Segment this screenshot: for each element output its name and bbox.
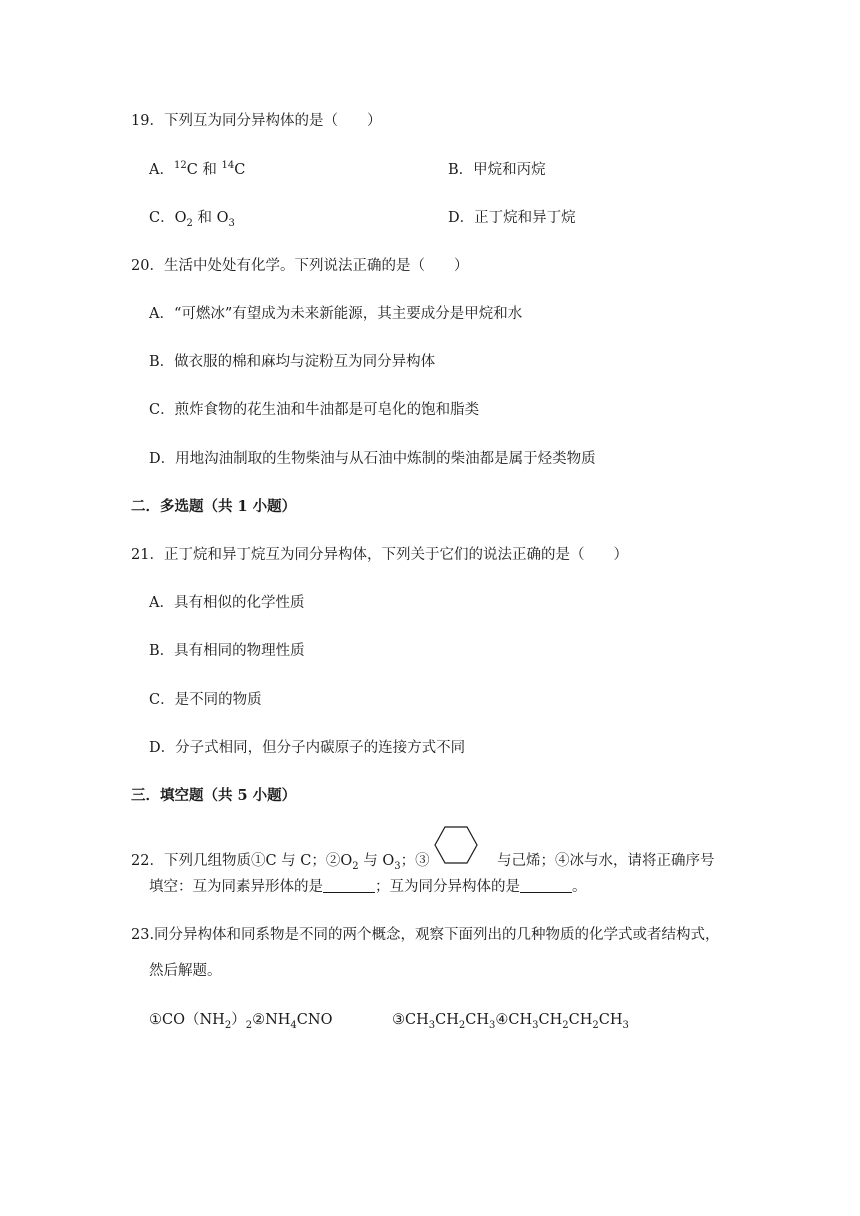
q21-option-d: D．分子式相同，但分子内碳原子的连接方式不同 — [149, 740, 466, 756]
q20-option-c: C．煎炸食物的花生油和牛油都是可皂化的饱和脂类 — [149, 402, 480, 418]
q19-option-c: C．$O_2$ 和 $O_3$ — [149, 210, 235, 229]
q22-line2: 填空：互为同素异形体的是 ；互为同分异构体的是 。 — [149, 879, 587, 895]
q20-option-a: A．“可燃冰”有望成为未来新能源，其主要成分是甲烷和水 — [149, 306, 523, 322]
q21-option-c: C．是不同的物质 — [149, 692, 262, 708]
q19-option-b: B．甲烷和丙烷 — [448, 162, 546, 178]
section-multiple-choice-heading: 二．多选题（共 1 小题） — [131, 498, 297, 515]
blank-allotropes[interactable] — [323, 878, 375, 893]
q22-line1-tail: 与己烯；④冰与水，请将正确序号 — [497, 853, 715, 869]
q23-line2: 然后解题。 — [149, 963, 222, 979]
q21-option-a: A．具有相似的化学性质 — [149, 595, 305, 611]
q19-stem: 19．下列互为同分异构体的是（ ） — [131, 113, 382, 129]
q20-option-d: D．用地沟油制取的生物柴油与从石油中炼制的柴油都是属于烃类物质 — [149, 451, 596, 467]
q21-option-b: B．具有相同的物理性质 — [149, 643, 305, 659]
q23-formula-3-4: $③CH_3CH_2CH_3④CH_3CH_2CH_2CH_3$ — [392, 1012, 629, 1031]
q23-formula-1-2: $①CO(NH_2)_2②NH_4CNO$ — [149, 1012, 333, 1031]
q19-option-d: D．正丁烷和异丁烷 — [448, 210, 576, 226]
q20-option-b: B．做衣服的棉和麻均与淀粉互为同分异构体 — [149, 354, 436, 370]
section-fill-blank-heading: 三．填空题（共 5 小题） — [131, 787, 297, 804]
q20-stem: 20．生活中处处有化学。下列说法正确的是（ ） — [131, 258, 469, 274]
q23-line1: 23.同分异构体和同系物是不同的两个概念，观察下面列出的几种物质的化学式或者结构式， — [131, 927, 720, 943]
q21-stem: 21．正丁烷和异丁烷互为同分异构体，下列关于它们的说法正确的是（ ） — [131, 547, 628, 563]
blank-isomers[interactable] — [520, 878, 572, 893]
benzene-ring-icon — [434, 826, 478, 864]
q19-option-a: A．$^{12}$C 和 $^{14}$C — [149, 160, 246, 178]
q22-line1: 22．下列几组物质①C 与 C；$②O_2$ 与 $O_3$；③ — [131, 853, 430, 872]
